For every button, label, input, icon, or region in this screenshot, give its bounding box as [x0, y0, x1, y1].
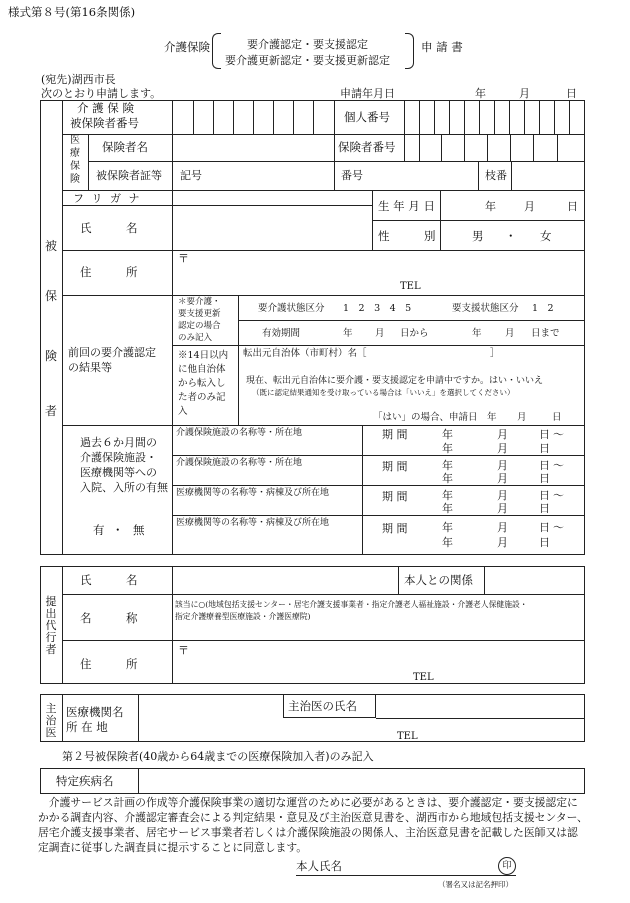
support-levels[interactable]: 1 2 [532, 303, 554, 314]
support-level-label: 要支援状態区分 [452, 303, 519, 314]
birth-day: 日 [567, 200, 578, 213]
medical-label-1: 医 [70, 135, 80, 146]
facility-row-3-period: 期 間 [382, 490, 408, 503]
doctor-label-2: 治 [45, 714, 57, 727]
transfer-origin-label: 転出元自治体（市町村）名［ [243, 348, 367, 359]
facility-row-1-label: 介護保険施設の名称等・所在地 [176, 428, 303, 438]
title-option-1: 要介護認定・要支援認定 [247, 38, 368, 51]
consent-line-3: 居宅介護支援事業者、居宅サービス事業者若しくは介護保険施設の関係人、主治医意見書を記載した医師又は認 [38, 826, 578, 839]
title-right: 申 請 書 [421, 40, 463, 54]
agent-label-3: 代 [45, 619, 57, 632]
doctor-tel-label: TEL [397, 731, 418, 742]
presence-dot: ・ [112, 523, 124, 537]
agent-tel-label: TEL [413, 672, 434, 683]
doctor-label-3: 医 [45, 726, 57, 739]
gender-female[interactable]: 女 [540, 229, 552, 243]
care-level-label: 要介護状態区分 [258, 303, 325, 314]
consent-line-4: 定調査に従事した調査員に提示することに同意します。 [38, 841, 308, 854]
transfer-note-5: 入 [178, 406, 188, 417]
symbol-label: 記号 [180, 169, 202, 182]
previous-result-label-2: の結果等 [68, 361, 112, 374]
insured-label-1: 被 [44, 239, 57, 253]
facility-label-2: 介護保険施設・ [80, 451, 157, 464]
facility-row-2-period: 期 間 [382, 460, 408, 473]
facility-row-3-from-year: 年 [442, 489, 453, 502]
gender-male[interactable]: 男 [472, 229, 484, 243]
transfer-note-1: ※14日以内 [178, 350, 229, 361]
agent-address-label: 住 所 [80, 657, 138, 671]
facility-row-4-to-month: 月 [497, 536, 508, 549]
consent-line-2: かかる調査内容、介護認定審査会による判定結果・意見及び主治医意見書を、湖西市から地域包括支援センター、 [38, 811, 588, 824]
title-bracket-left [212, 33, 221, 69]
facility-row-3-tilde: 〜 [553, 489, 564, 502]
presence-yes[interactable]: 有 [93, 523, 105, 537]
facility-row-4-from-year: 年 [442, 521, 453, 534]
valid-until-text: 日まで [531, 328, 560, 339]
address-label: 住 所 [80, 265, 138, 279]
birth-date-label: 生 年 月 日 [378, 199, 435, 213]
facility-row-4-tilde: 〜 [553, 521, 564, 534]
agent-label-2: 出 [45, 607, 57, 620]
facility-row-1-tilde: 〜 [553, 428, 564, 441]
valid-from-text: 日から [400, 328, 429, 339]
valid-from-year: 年 [343, 328, 353, 339]
furigana-label: フ リ ガ ナ [73, 192, 142, 205]
insured-label-2: 保 [44, 289, 57, 303]
insured-number-label-1: 介 護 保 険 [77, 101, 134, 115]
agent-name-label: 氏 名 [80, 573, 138, 587]
form-number: 様式第８号(第16条関係) [8, 5, 136, 19]
facility-row-4-period: 期 間 [382, 522, 408, 535]
specific-disease-label: 特定疾病名 [56, 774, 114, 788]
agent-org-note-2: 指定介護療養型医療施設・介護医療院) [175, 612, 311, 621]
pending-question[interactable]: 現在、転出元自治体に要介護・要支援認定を申請中ですか。はい・いいえ [246, 376, 544, 386]
intro-text: 次のとおり申請します。 [41, 87, 162, 100]
facility-row-1-to-year: 年 [442, 442, 453, 455]
agent-label-1: 提 [45, 595, 57, 608]
facility-row-2-to-month: 月 [497, 472, 508, 485]
gender-label: 性 別 [378, 229, 436, 243]
insured-number-label-2: 被保険者番号 [70, 116, 139, 130]
facility-row-2-from-day: 日 [539, 459, 550, 472]
title-bracket-right [405, 33, 414, 69]
insurer-name-label: 保険者名 [102, 140, 148, 154]
addressee: (宛先)湖西市長 [41, 73, 116, 86]
gender-dot: ・ [505, 229, 517, 243]
seal-note: （署名又は記名押印） [438, 880, 513, 889]
facility-label-4: 入院、入所の有無 [80, 481, 168, 494]
facility-row-2-to-day: 日 [539, 472, 550, 485]
birth-year: 年 [485, 200, 496, 213]
facility-row-4-from-month: 月 [497, 521, 508, 534]
facility-row-2-tilde: 〜 [553, 459, 564, 472]
facility-row-4-to-year: 年 [442, 536, 453, 549]
facility-label-3: 医療機関等への [80, 466, 157, 479]
medical-label-3: 保 [70, 161, 80, 172]
insured-label-4: 者 [44, 404, 57, 418]
postal-mark: 〒 [178, 252, 189, 265]
facility-row-3-to-year: 年 [442, 502, 453, 515]
previous-result-label-1: 前回の要介護認定 [68, 346, 156, 359]
facility-label-1: 過去６か月間の [80, 436, 157, 449]
agent-postal-mark: 〒 [178, 644, 189, 657]
agent-label-4: 行 [45, 631, 57, 644]
agent-org-label: 名 称 [80, 611, 138, 625]
branch-label: 枝番 [485, 169, 507, 182]
medical-label-4: 険 [70, 174, 80, 185]
renewal-note-3: 認定の場合 [178, 321, 221, 331]
disease-box [40, 768, 585, 794]
facility-row-4-from-day: 日 [539, 521, 550, 534]
insurer-number-label: 保険者番号 [338, 140, 396, 154]
facility-row-1-period: 期 間 [382, 428, 408, 441]
medical-label-2: 療 [70, 148, 80, 159]
doctor-label-1: 主 [45, 702, 57, 715]
facility-row-1-from-year: 年 [442, 428, 453, 441]
title-left: 介護保険 [164, 40, 210, 54]
facility-row-4-label: 医療機関等の名称等・病棟及び所在地 [176, 518, 330, 528]
valid-period-label: 有効期間 [262, 328, 301, 339]
facility-row-2-from-year: 年 [442, 459, 453, 472]
application-month: 月 [519, 87, 530, 100]
application-day: 日 [566, 87, 577, 100]
pending-question-note: （既に認定結果通知を受け取っている場合は「いいえ」を選択してください） [252, 388, 515, 397]
personal-number-label: 個人番号 [344, 110, 390, 124]
transfer-note-2: に他自治体 [178, 364, 226, 375]
transfer-note-3: から転入し [178, 378, 226, 389]
facility-row-1-from-month: 月 [497, 428, 508, 441]
agent-relation-label: 本人との関係 [404, 573, 473, 587]
facility-row-2-label: 介護保険施設の名称等・所在地 [176, 458, 303, 468]
facility-row-2-from-month: 月 [497, 459, 508, 472]
valid-until-year: 年 [472, 328, 482, 339]
institution-label-2: 所 在 地 [66, 720, 108, 734]
yes-case-day: 日 [552, 412, 562, 423]
facility-row-1-to-day: 日 [539, 442, 550, 455]
renewal-note-4: のみ記入 [178, 333, 213, 343]
renewal-note-2: 要支援更新 [178, 309, 221, 319]
facility-row-1-from-day: 日 [539, 428, 550, 441]
renewal-note-1: ＊要介護・ [178, 297, 221, 307]
facility-row-3-to-month: 月 [497, 502, 508, 515]
yes-case-year: 年 [487, 412, 497, 423]
facility-row-2-to-year: 年 [442, 472, 453, 485]
care-levels[interactable]: 1 2 3 4 5 [343, 303, 412, 314]
valid-from-month: 月 [375, 328, 385, 339]
birth-month: 月 [524, 200, 535, 213]
address-tel-label: TEL [400, 281, 421, 292]
signature-label: 本人氏名 [296, 859, 342, 873]
agent-label-5: 者 [45, 643, 57, 656]
title-option-2: 要介護更新認定・要支援更新認定 [225, 54, 390, 67]
number-label: 番号 [341, 169, 363, 182]
secondary-insured-note: 第２号被保険者(40歳から64歳までの医療保険加入者)のみ記入 [62, 750, 374, 763]
facility-row-3-label: 医療機関等の名称等・病棟及び所在地 [176, 488, 330, 498]
doctor-name-label: 主治医の氏名 [288, 699, 357, 713]
facility-row-3-from-month: 月 [497, 489, 508, 502]
consent-line-1: 介護サービス計画の作成等介護保険事業の適切な運営のために必要があるときは、要介護認定・要支援認定に [38, 796, 578, 809]
yes-case-label: 「はい」の場合、申請日 [373, 412, 478, 423]
institution-label-1: 医療機関名 [66, 705, 124, 719]
insured-label-3: 険 [44, 349, 57, 363]
facility-row-1-to-month: 月 [497, 442, 508, 455]
facility-row-3-to-day: 日 [539, 502, 550, 515]
presence-no[interactable]: 無 [133, 523, 145, 537]
name-label: 氏 名 [80, 221, 138, 235]
facility-row-3-from-day: 日 [539, 489, 550, 502]
seal-mark: 印 [498, 857, 516, 875]
application-date-label: 申請年月日 [340, 87, 395, 100]
agent-org-note-1: 該当に○(地域包括支援センター・居宅介護支援事業者・指定介護老人福祉施設・介護老人保健施設・ [175, 600, 528, 609]
insured-card-label: 被保険者証等 [96, 169, 162, 182]
facility-row-4-to-day: 日 [539, 536, 550, 549]
transfer-origin-close: ］ [490, 348, 500, 359]
application-year: 年 [475, 87, 486, 100]
transfer-note-4: た者のみ記 [178, 392, 226, 403]
valid-until-month: 月 [505, 328, 515, 339]
yes-case-month: 月 [517, 412, 527, 423]
